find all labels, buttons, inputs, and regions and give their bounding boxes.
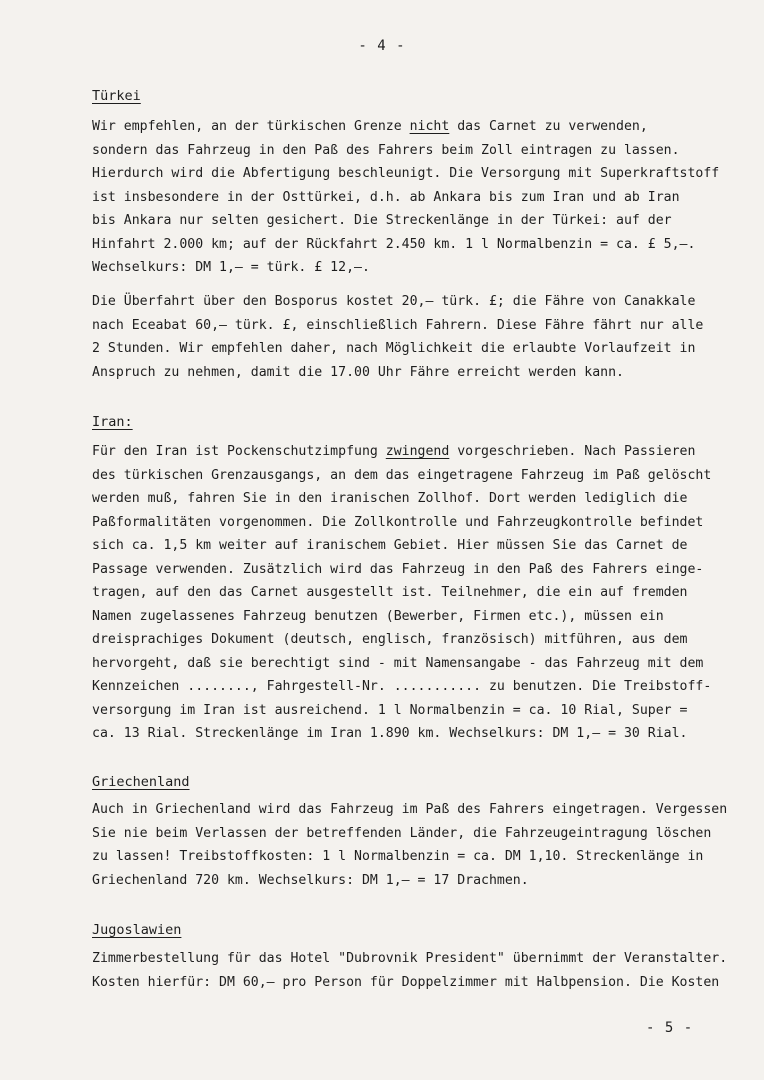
text-line: hervorgeht, daß sie berechtigt sind - mit Namensangabe - das Fahrzeug mit dem (92, 655, 704, 671)
section-heading-tuerkei: Türkei (92, 88, 141, 104)
text-line: Hierdurch wird die Abfertigung beschleunigt. Die Versorgung mit Superkraftstoff (92, 166, 720, 181)
text-line: Auch in Griechenland wird das Fahrzeug im Paß des Fahrers eingetragen. Vergessen (92, 802, 728, 817)
section-heading-iran: Iran: (92, 414, 133, 430)
text-line: ist insbesondere in der Osttürkei, d.h. ab Ankara bis zum Iran und ab Iran (92, 189, 680, 205)
text-line: Kennzeichen ........, Fahrgestell-Nr. ........... zu benutzen. Die Treibstoff- (92, 679, 712, 694)
text-line: werden muß, fahren Sie in den iranischen Zollhof. Dort werden lediglich die (92, 491, 688, 506)
emphasis-nicht: nicht (409, 119, 450, 134)
text-line: ca. 13 Rial. Streckenlänge im Iran 1.890 km. Wechselkurs: DM 1,— = 30 Rial. (92, 726, 688, 741)
text-line: Wechselkurs: DM 1,— = türk. £ 12,—. (92, 260, 370, 275)
text-line: Hinfahrt 2.000 km; auf der Rückfahrt 2.450 km. 1 l Normalbenzin = ca. £ 5,—. (92, 236, 696, 252)
emphasis-zwingend: zwingend (385, 444, 450, 459)
text-line: Wir empfehlen, an der türkischen Grenze nicht das Carnet zu verwenden, (92, 119, 648, 134)
text-line: sich ca. 1,5 km weiter auf iranischem Gebiet. Hier müssen Sie das Carnet de (92, 538, 688, 553)
text-line: des türkischen Grenzausgangs, an dem das eingetragene Fahrzeug im Paß gelöscht (92, 467, 712, 483)
paragraph-griechenland (92, 798, 732, 892)
paragraph-tuerkei-1 (92, 115, 732, 280)
text-line: Für den Iran ist Pockenschutzimpfung zwingend vorgeschrieben. Nach Passieren (92, 444, 696, 459)
text-line: dreisprachiges Dokument (deutsch, englisch, französisch) mitführen, aus dem (92, 632, 688, 647)
text-line: Zimmerbestellung für das Hotel "Dubrovnik President" übernimmt der Veranstalter. (92, 951, 728, 966)
text-line: Paßformalitäten vorgenommen. Die Zollkontrolle und Fahrzeugkontrolle befindet (92, 514, 704, 530)
section-heading-jugoslawien: Jugoslawien (92, 922, 182, 938)
text-line: versorgung im Iran ist ausreichend. 1 l Normalbenzin = ca. 10 Rial, Super = (92, 702, 688, 718)
page-number-top: - 4 - (358, 38, 406, 54)
text-line: Die Überfahrt über den Bosporus kostet 20,— türk. £; die Fähre von Canakkale (92, 294, 696, 309)
text-line: Namen zugelassenes Fahrzeug benutzen (Bewerber, Firmen etc.), müssen ein (92, 608, 664, 624)
text-line: sondern das Fahrzeug in den Paß des Fahrers beim Zoll eintragen zu lassen. (92, 142, 680, 158)
paragraph-iran (92, 440, 732, 746)
text-line: Passage verwenden. Zusätzlich wird das Fahrzeug in den Paß des Fahrers einge- (92, 561, 704, 577)
page-number-bottom: - 5 - (646, 1020, 694, 1036)
text-line: Kosten hierfür: DM 60,— pro Person für Doppelzimmer mit Halbpension. Die Kosten (92, 974, 720, 990)
text-line: bis Ankara nur selten gesichert. Die Streckenlänge in der Türkei: auf der (92, 213, 672, 228)
paragraph-jugoslawien (92, 947, 732, 994)
text-line: Sie nie beim Verlassen der betreffenden Länder, die Fahrzeugeintragung löschen (92, 825, 712, 841)
text-line: nach Eceabat 60,— türk. £, einschließlich Fahrern. Diese Fähre fährt nur alle (92, 317, 704, 333)
text-line: 2 Stunden. Wir empfehlen daher, nach Möglichkeit die erlaubte Vorlaufzeit in (92, 341, 696, 356)
paragraph-tuerkei-2 (92, 290, 732, 384)
text-line: Anspruch zu nehmen, damit die 17.00 Uhr Fähre erreicht werden kann. (92, 364, 624, 380)
text-line: tragen, auf den das Carnet ausgestellt ist. Teilnehmer, die ein auf fremden (92, 585, 688, 600)
section-heading-griechenland: Griechenland (92, 774, 190, 790)
text-line: Griechenland 720 km. Wechselkurs: DM 1,— = 17 Drachmen. (92, 872, 529, 888)
text-line: zu lassen! Treibstoffkosten: 1 l Normalbenzin = ca. DM 1,10. Streckenlänge in (92, 849, 704, 864)
